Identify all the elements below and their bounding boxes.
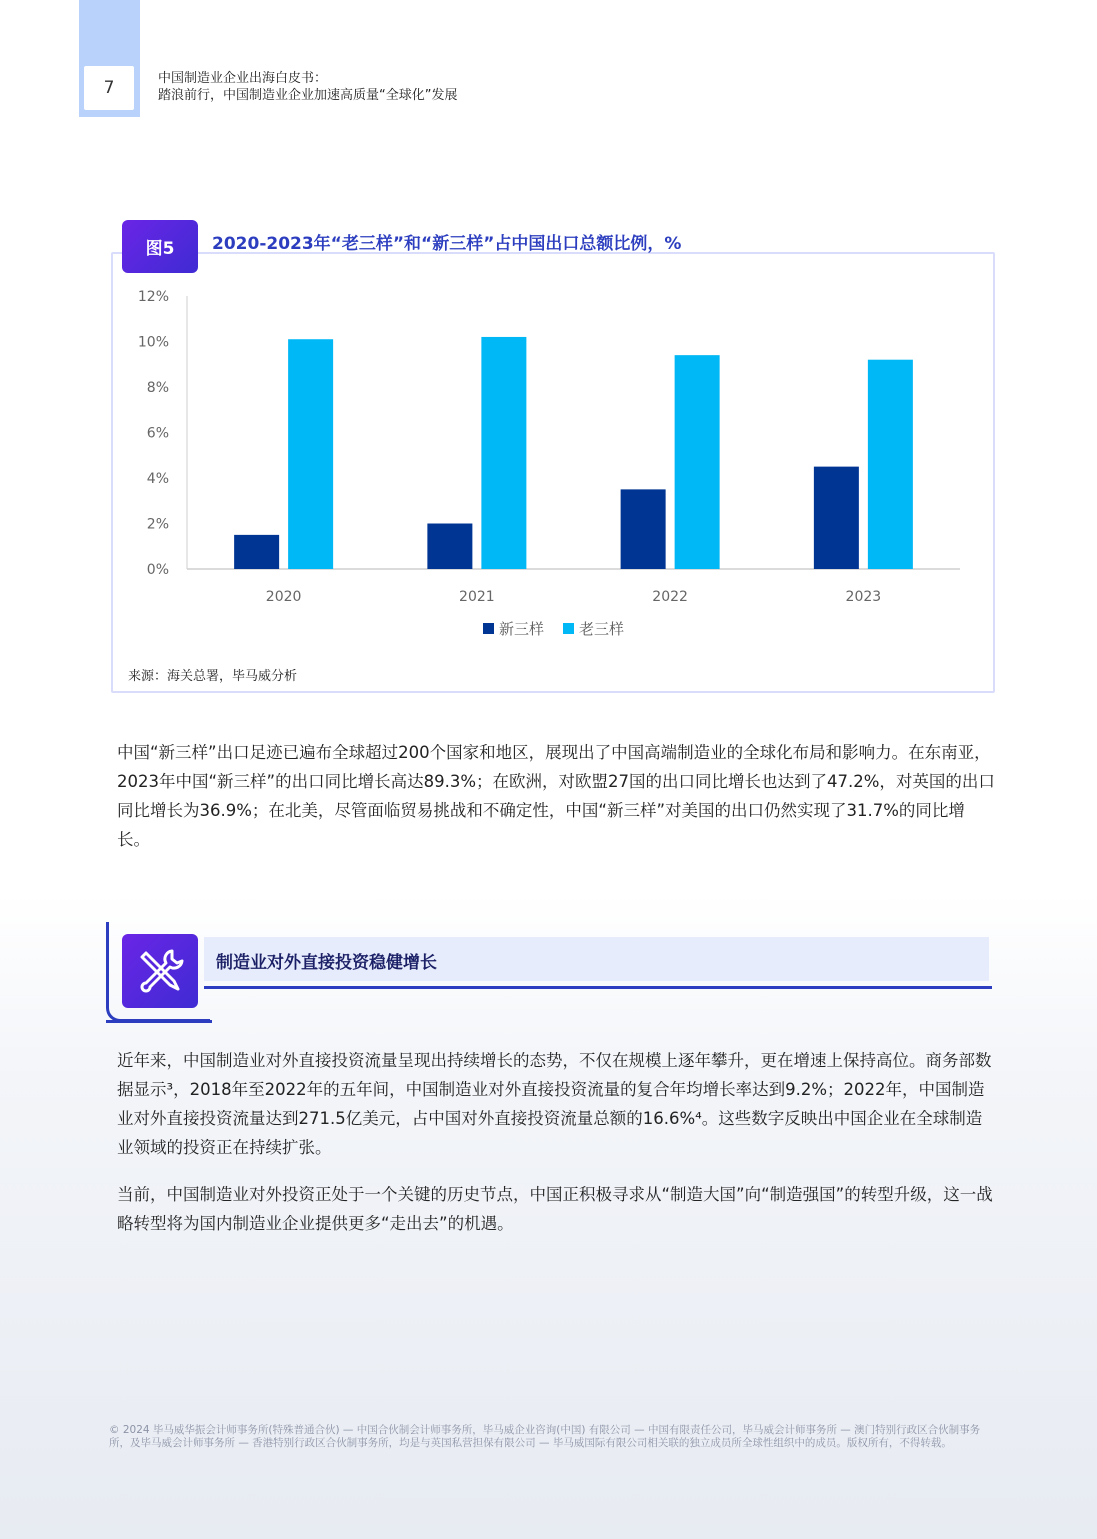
- bar-2023-old-three: [868, 360, 913, 569]
- footer-copyright: © 2024 毕马威华振会计师事务所(特殊普通合伙) — 中国合伙制会计师事务所，毕马威企业咨询(中国) 有限公司 — 中国有限责任公司，毕马威会计师事务所 — 澳门特别行政区合伙制事务所，及毕马威会计师事务所 — 香港特别行政区合伙制事务所，均是与英国私营担保有限公司 — 毕马威国际有限公司相关联的独立成员所全球性组织中的成员。版权所有，不得转载。: [109, 1424, 981, 1449]
- bar-2022-old-three: [675, 355, 720, 569]
- page-number: 7: [84, 66, 134, 110]
- paragraph-new-three-exports: 中国“新三样”出口足迹已遍布全球超过200个国家和地区，展现出了中国高端制造业的全球化布局和影响力。在东南亚，2023年中国“新三样”的出口同比增长高达89.3%；在欧洲，对欧盟27国的出口同比增长也达到了47.2%，对英国的出口同比增长为36.9%；在北美，尽管面临贸易挑战和不确定性，中国“新三样”对美国的出口仍然实现了31.7%的同比增长。: [117, 743, 995, 849]
- y-tick-label: 6%: [146, 425, 169, 442]
- bar-2022-new-three: [621, 489, 666, 569]
- section-title: 制造业对外直接投资稳健增长: [216, 953, 437, 973]
- paragraph-odi-growth: 近年来，中国制造业对外直接投资流量呈现出持续增长的态势，不仅在规模上逐年攀升，更在增速上保持高位。商务部数据显示³，2018年至2022年的五年间，中国制造业对外直接投资流量的复合年均增长率达到9.2%；2022年，中国制造业对外直接投资流量达到271.5亿美元，占中国对外直接投资流量总额的16.6%⁴。这些数字反映出中国企业在全球制造业领域的投资正在持续扩张。: [117, 1051, 992, 1157]
- figure-badge: 图5: [122, 220, 198, 273]
- y-tick-label: 8%: [146, 380, 169, 396]
- x-tick-label: 2022: [652, 589, 688, 605]
- y-tick-label: 12%: [137, 289, 169, 305]
- x-tick-label: 2023: [845, 589, 882, 605]
- section-underline: [204, 986, 992, 989]
- figure-source: 来源：海关总署，毕马威分析: [128, 669, 298, 684]
- header-title-line2: 踏浪前行，中国制造业企业加速高质量“全球化”发展: [158, 88, 458, 103]
- bar-2020-new-three: [234, 535, 279, 569]
- figure-title: 2020-2023年“老三样”和“新三样”占中国出口总额比例，%: [212, 234, 682, 254]
- legend-label: 老三样: [579, 620, 625, 638]
- y-tick-label: 10%: [137, 334, 169, 351]
- y-tick-label: 4%: [146, 471, 169, 487]
- section-icon-frame-base: [106, 1020, 212, 1023]
- legend-swatch: [483, 623, 494, 634]
- tools-icon: [122, 934, 198, 1008]
- paragraph-transformation: 当前，中国制造业对外投资正处于一个关键的历史节点，中国正积极寻求从“制造大国”向“制造强国”的转型升级，这一战略转型将为国内制造业企业提供更多“走出去”的机遇。: [117, 1185, 993, 1233]
- bar-2023-new-three: [814, 467, 859, 569]
- legend-label: 新三样: [499, 620, 545, 638]
- x-tick-label: 2020: [265, 589, 302, 605]
- x-tick-label: 2021: [459, 589, 495, 605]
- bar-2020-old-three: [288, 339, 333, 569]
- legend-swatch: [563, 623, 574, 634]
- bar-2021-new-three: [427, 524, 472, 570]
- bar-chart: [111, 252, 991, 662]
- header-title-line1: 中国制造业企业出海白皮书：: [158, 71, 328, 86]
- bar-2021-old-three: [481, 337, 526, 569]
- y-tick-label: 0%: [146, 562, 169, 578]
- y-tick-label: 2%: [146, 516, 169, 533]
- running-header: [158, 70, 457, 104]
